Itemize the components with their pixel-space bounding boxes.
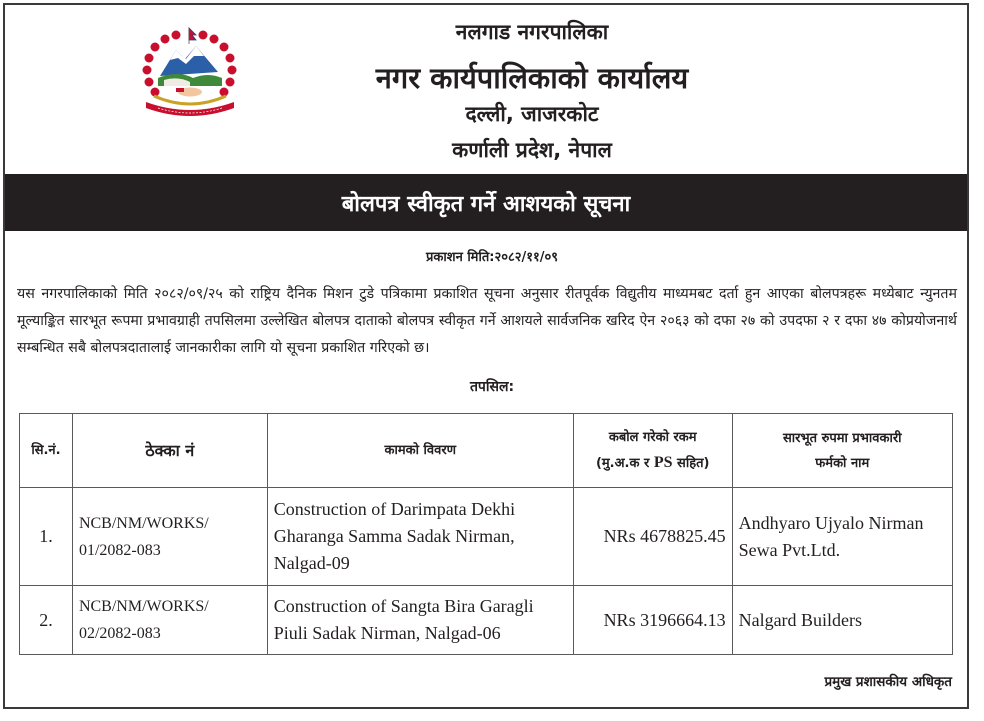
table-row <box>20 488 953 586</box>
municipality-name: नलगाड नगरपालिका <box>455 20 609 44</box>
province-country: कर्णाली प्रदेश, नेपाल <box>452 138 612 162</box>
header-amount-suffix: सहित) <box>672 456 710 471</box>
notice-body-paragraph: यस नगरपालिकाको मिति २०८२/०९/२५ को राष्ट्रिय दैनिक मिशन टुडे पत्रिकामा प्रकाशित सूचना अनुसार रीतपूर्वक विद्युतीय माध्यमबट दर्ता हुन आएका बोलपत्रहरू मध्येबाट न्युनतम मूल्याङ्कित सारभूत रूपमा प्रभावग्राही तपसिलमा उल्लेखित बोलपत्र दाताको बोलपत्र स्वीकृत गर्ने आशयले सार्वजनिक खरिद ऐन २०६३ को दफा २७ को उपदफा २ र दफा ४७ कोप्रयोजनार्थ सम्बन्धित सबै बोलपत्रदातालाई जानकारीका लागि यो सूचना प्रकाशित गरिएको छ। <box>17 286 957 356</box>
header-serial-number: सि.नं. <box>20 414 73 488</box>
cell-contract-number <box>72 488 267 586</box>
header-bid-amount-line1: कबोल गरेको रकम <box>608 430 697 445</box>
contract-number-line1: NCB/NM/WORKS/ <box>78 598 209 615</box>
table-header-row <box>20 414 953 488</box>
publication-date-label: प्रकाशन मिति: <box>425 250 495 265</box>
header-firm-name <box>732 414 952 488</box>
cell-contract-number <box>72 586 267 655</box>
cell-bid-amount: NRs 4678825.45 <box>573 488 732 586</box>
header-firm-line2: फर्मको नाम <box>815 455 870 471</box>
header-firm-line1: सारभूत रुपमा प्रभावकारी <box>783 430 902 446</box>
contract-number-line2: 02/2082-083 <box>78 625 161 642</box>
cell-firm-name: Andhyaro Ujyalo Nirman Sewa Pvt.Ltd. <box>732 488 952 586</box>
accepted-bids-table <box>19 413 953 655</box>
cell-serial-number: 2. <box>20 586 73 655</box>
cell-work-description: Construction of Darimpata Dekhi Gharanga Samma Sadak Nirman, Nalgad-09 <box>267 488 573 586</box>
cell-work-description: Construction of Sangta Bira Garagli Piuli Sadak Nirman, Nalgad-06 <box>267 586 573 655</box>
header-contract-number: ठेक्का नं <box>72 414 267 488</box>
office-name: नगर कार्यपालिकाको कार्यालय <box>375 61 689 95</box>
cell-serial-number: 1. <box>20 488 73 586</box>
publication-date-value: २०८२/११/०९ <box>494 250 559 265</box>
header-amount-prefix: (मु.अ.क र <box>595 456 654 471</box>
signatory-title: प्रमुख प्रशासकीय अधिकृत <box>824 674 952 690</box>
notice-title-banner <box>5 174 967 231</box>
contract-number-line1: NCB/NM/WORKS/ <box>78 514 209 532</box>
header-amount-ps: PS <box>653 454 673 471</box>
cell-bid-amount: NRs 3196664.13 <box>573 586 732 655</box>
contract-number-line2: 01/2082-083 <box>78 541 161 559</box>
cell-firm-name: Nalgard Builders <box>732 586 952 655</box>
table-row <box>20 586 953 655</box>
publication-date <box>0 247 984 265</box>
header-work-description: कामको विवरण <box>267 414 573 488</box>
header-bid-amount-line2 <box>580 450 726 476</box>
notice-title: बोलपत्र स्वीकृत गर्ने आशयको सूचना <box>341 191 631 217</box>
office-location: दल्ली, जाजरकोट <box>465 102 599 126</box>
details-heading: तपसिल: <box>469 379 515 395</box>
header-bid-amount <box>573 414 732 488</box>
